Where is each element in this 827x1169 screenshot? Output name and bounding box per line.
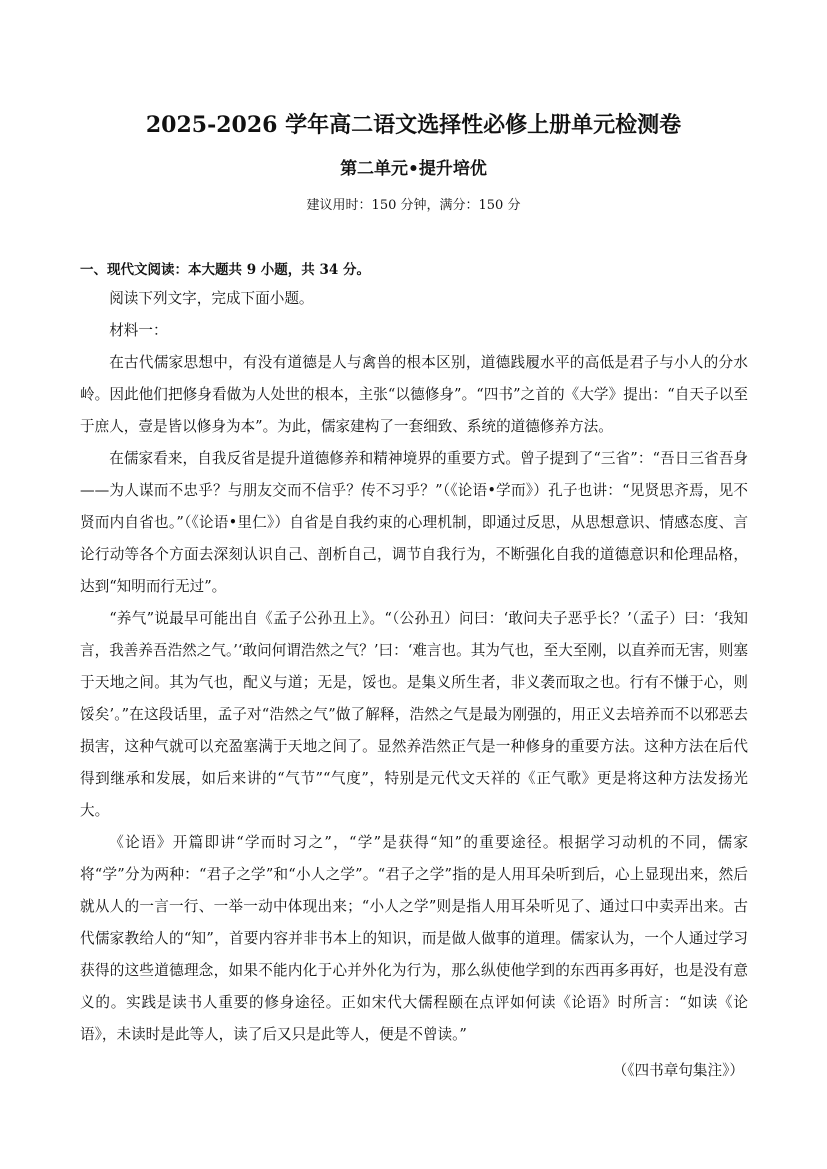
paragraph: 在儒家看来，自我反省是提升道德修养和精神境界的重要方式。曾子提到了“三省”：“吾日三省吾身——为人谋而不忠乎？与朋友交而不信乎？传不习乎？”（《论语•学而》）孔子也讲：“见贤思齐焉，见不贤而内自省也。”（《论语•里仁》）自省是自我约束的心理机制，即通过反思，从思想意识、情感态度、言论行动等各个方面去深刻认识自己、剖析自己，调节自我行为，不断强化自我的道德意识和伦理品格，达到“知明而行无过”。 — [80, 450, 748, 595]
exam-info: 建议用时：150 分钟，满分：150 分 — [306, 198, 521, 213]
instruction: 阅读下列文字，完成下面小题。 — [109, 290, 314, 307]
source-citation: （《四书章句集注》） — [612, 1062, 744, 1079]
document-title: 2025-2026 学年高二语文选择性必修上册单元检测卷 — [145, 112, 682, 138]
section-heading: 一、现代文阅读：本大题共 9 小题，共 34 分。 — [80, 262, 370, 278]
document-subtitle: 第二单元•提升培优 — [340, 159, 487, 179]
material-label: 材料一： — [109, 322, 168, 339]
paragraph: 《论语》开篇即讲“学而时习之”，“学”是获得“知”的重要途径。根据学习动机的不同，儒家将“学”分为两种：“君子之学”和“小人之学”。“君子之学”指的是人用耳朵听到后，心上显现出来，然后就从人的一言一行、一举一动中体现出来；“小人之学”则是指人用耳朵听见了、通过口中卖弄出来。古代儒家教给人的“知”，首要内容并非书本上的知识，而是做人做事的道理。儒家认为，一个人通过学习获得的这些道德理念，如果不能内化于心并外化为行为，那么纵使他学到的东西再多再好，也是没有意义的。实践是读书人重要的修身途径。正如宋代大儒程颐在点评如何读《论语》时所言：“如读《论语》，未读时是此等人，读了后又只是此等人，便是不曾读。” — [80, 834, 748, 1043]
paragraph: “养气”说最早可能出自《孟子公孙丑上》。“（公孙丑）问曰：‘敢问夫子恶乎长？’（孟子）曰：‘我知言，我善养吾浩然之气。’‘敢问何谓浩然之气？’曰：‘难言也。其为气也，至大至刚，以直养而无害，则塞于天地之间。其为气也，配义与道；无是，馁也。是集义所生者，非义袭而取之也。行有不慊于心，则馁矣’。”在这段话里，孟子对“浩然之气”做了解释，浩然之气是最为刚强的，用正义去培养而不以邪恶去损害，这种气就可以充盈塞满于天地之间了。显然养浩然正气是一种修身的重要方法。这种方法在后代得到继承和发展，如后来讲的“气节”“气度”，特别是元代文天祥的《正气歌》更是将这种方法发扬光大。 — [80, 610, 748, 819]
reading-material — [80, 283, 748, 1087]
paragraph: 在古代儒家思想中，有没有道德是人与禽兽的根本区别，道德践履水平的高低是君子与小人的分水岭。因此他们把修身看做为人处世的根本，主张“以德修身”。“四书”之首的《大学》提出：“自天子以至于庶人，壹是皆以修身为本”。为此，儒家建构了一套细致、系统的道德修养方法。 — [80, 354, 748, 435]
